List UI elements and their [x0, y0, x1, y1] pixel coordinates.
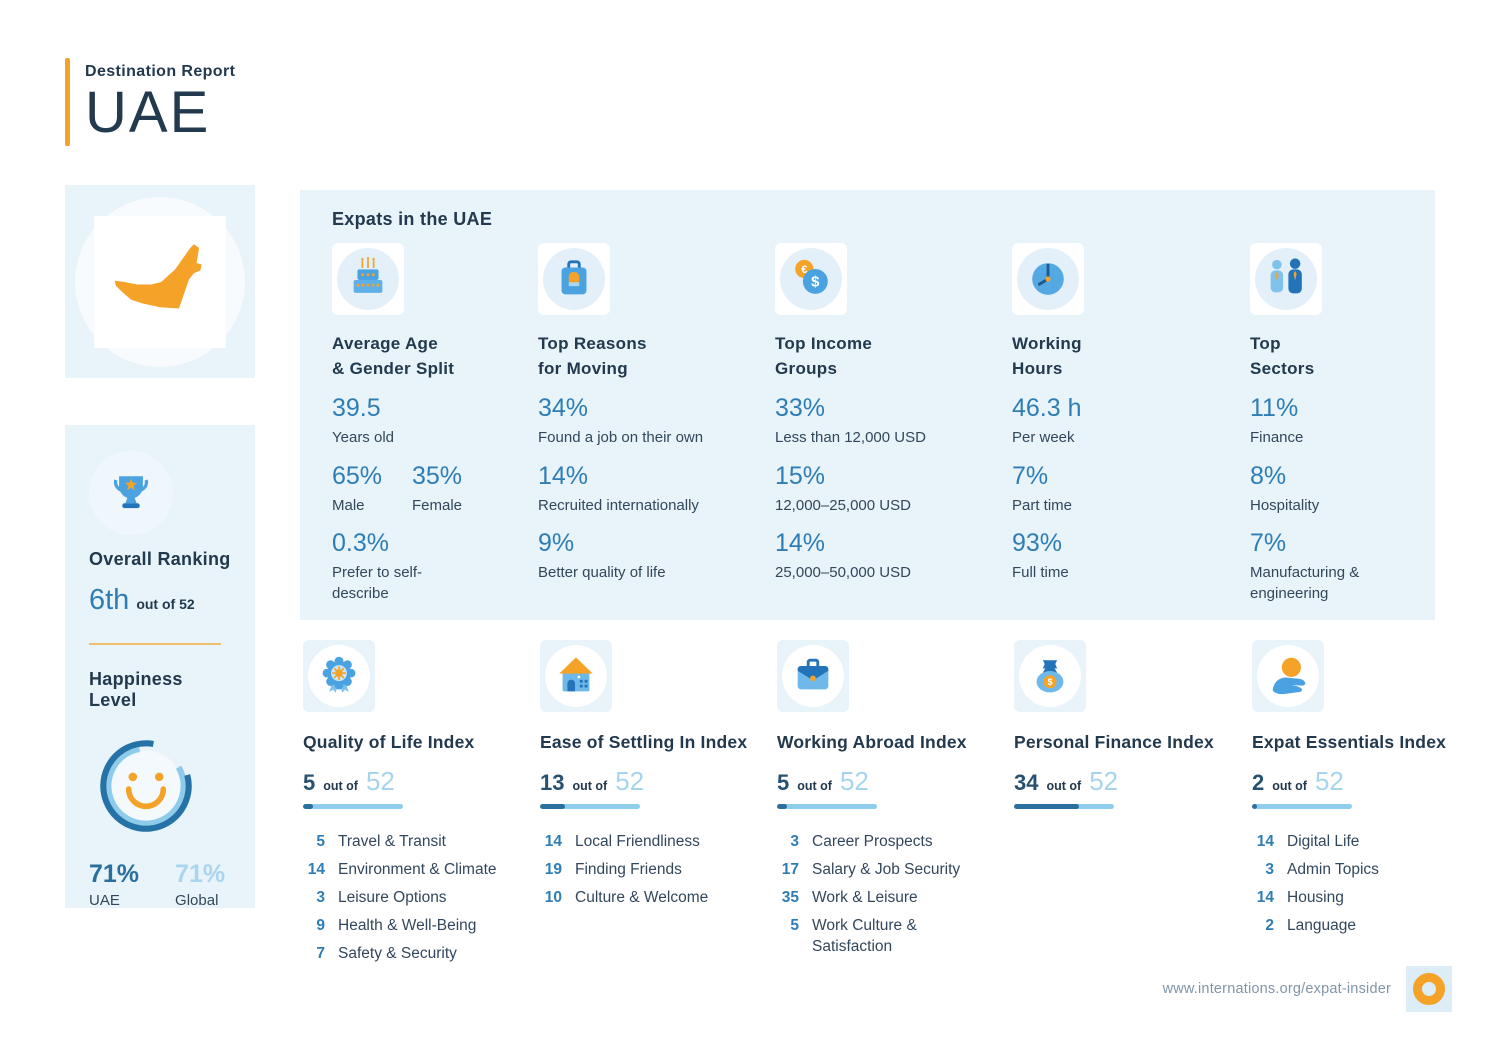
- stat-value: 15%: [775, 461, 826, 490]
- stat-label: 25,000–50,000 USD: [775, 563, 911, 581]
- stat-value: 14%: [538, 461, 589, 490]
- list-item: 17 Salary & Job Security: [781, 860, 961, 878]
- list-item: 9 Health & Well-Being: [316, 916, 477, 934]
- index-rank: 5: [777, 770, 790, 795]
- rank-bar-fill: [777, 804, 787, 809]
- overall-rank-outof: out of 52: [136, 596, 195, 612]
- donut-logo-icon: [1412, 972, 1446, 1006]
- list-item: 7 Safety & Security: [316, 944, 457, 962]
- list-item: 19 Finding Friends: [544, 860, 682, 878]
- index-expat-essentials: [1252, 640, 1473, 970]
- stat-label: Female: [412, 496, 463, 514]
- stat-label: Prefer to self-describe: [332, 563, 423, 603]
- expats-panel: [300, 190, 1435, 620]
- index-outof: out of: [323, 779, 358, 793]
- column-heading: for Moving: [538, 358, 628, 378]
- list-item: 35 Work & Leisure: [781, 888, 918, 906]
- divider: [89, 643, 221, 645]
- ranking-happiness-card: [65, 425, 255, 908]
- clock-icon: [1025, 256, 1071, 302]
- trophy-icon: [105, 467, 157, 519]
- stat-value: 93%: [1012, 528, 1063, 557]
- list-item: 2 Language: [1265, 916, 1356, 934]
- svg-text:$: $: [811, 274, 820, 291]
- index-rank: 13: [540, 770, 565, 795]
- stat-label: Part time: [1012, 496, 1073, 514]
- column-heading: Working: [1012, 334, 1082, 353]
- hand-coin-icon: [1265, 653, 1311, 699]
- uae-map-tile: [65, 185, 255, 378]
- stat-value: 7%: [1250, 528, 1287, 557]
- accent-bar: [65, 58, 70, 146]
- stat-value: 35%: [412, 461, 463, 490]
- two-people-icon: [1263, 256, 1309, 302]
- list-item: 3 Career Prospects: [790, 833, 933, 850]
- expats-col-income: [775, 243, 1012, 604]
- column-heading: Groups: [775, 358, 838, 378]
- rank-bar: [777, 804, 877, 809]
- stat-label: Recruited internationally: [538, 496, 699, 514]
- index-outof: out of: [1272, 779, 1307, 793]
- stat-label: Full time: [1012, 563, 1069, 581]
- stat-label: Better quality of life: [538, 563, 666, 581]
- expats-col-sectors: [1250, 243, 1435, 604]
- index-rank: 2: [1252, 770, 1265, 795]
- happiness-smiley-donut: [85, 725, 207, 847]
- stat-label: Less than 12,000 USD: [775, 429, 926, 447]
- rank-bar-fill: [540, 804, 565, 809]
- index-outof: out of: [797, 779, 832, 793]
- index-rank: 34: [1014, 770, 1039, 795]
- index-title: Ease of Settling In Index: [540, 732, 748, 752]
- stat-label: Hospitality: [1250, 496, 1320, 514]
- list-item: 10 Culture & Welcome: [544, 888, 709, 906]
- index-working-abroad: [777, 640, 1014, 970]
- index-total: 52: [839, 766, 869, 796]
- suitcase-icon: [551, 256, 597, 302]
- index-title: Personal Finance Index: [1014, 732, 1214, 752]
- list-item: 14 Housing: [1256, 888, 1344, 906]
- rank-bar-fill: [1014, 804, 1079, 809]
- report-kicker: Destination Report: [85, 63, 236, 80]
- overall-ranking-title: Overall Ranking: [89, 549, 231, 569]
- list-item: 14 Local Friendliness: [544, 833, 700, 850]
- birthday-cake-icon: [345, 256, 391, 302]
- index-total: 52: [365, 766, 395, 796]
- happiness-global-value: 71%: [175, 860, 226, 888]
- index-title: Expat Essentials Index: [1252, 732, 1447, 752]
- expats-col-age-gender: [332, 243, 538, 604]
- rank-bar: [1014, 804, 1114, 809]
- column-heading: Top Reasons: [538, 334, 647, 353]
- stat-label: Male: [332, 496, 365, 514]
- footer: [1163, 966, 1452, 1012]
- rank-bar: [540, 804, 640, 809]
- stat-value: 65%: [332, 461, 383, 490]
- happiness-title: Happiness Level: [89, 669, 183, 710]
- house-icon: [553, 653, 599, 699]
- stat-value: 46.3 h: [1012, 394, 1082, 423]
- rosette-badge-icon: [316, 653, 362, 699]
- list-item: 3 Admin Topics: [1265, 860, 1379, 878]
- list-item: 14 Digital Life: [1256, 833, 1360, 850]
- overall-rank-value: 6th: [89, 584, 130, 616]
- stat-label: Per week: [1012, 429, 1075, 447]
- column-heading: Hours: [1012, 358, 1063, 378]
- list-item: 5 Travel & Transit: [316, 833, 446, 850]
- index-sublist: [540, 831, 777, 908]
- expats-panel-title: Expats in the UAE: [332, 209, 493, 229]
- stat-value: 8%: [1250, 461, 1287, 490]
- index-quality-of-life: [303, 640, 540, 970]
- column-heading: & Gender Split: [332, 358, 455, 378]
- index-personal-finance: [1014, 640, 1252, 970]
- index-sublist: [303, 831, 540, 964]
- list-item: 3 Leisure Options: [316, 888, 447, 906]
- column-heading: Sectors: [1250, 358, 1315, 378]
- brand-header: [65, 58, 235, 146]
- uae-map-icon: [97, 219, 223, 345]
- expats-col-reasons: [538, 243, 775, 604]
- list-item: 5 Work Culture & Satisfaction: [790, 916, 917, 955]
- page-title: UAE: [85, 80, 211, 145]
- index-sublist: [777, 831, 1014, 957]
- column-heading: Average Age: [332, 334, 438, 353]
- money-bag-icon: [1027, 653, 1073, 699]
- expats-col-working-hours: [1012, 243, 1250, 604]
- index-total: 52: [615, 766, 645, 796]
- stat-value: 9%: [538, 528, 575, 557]
- svg-text:€: €: [801, 263, 808, 276]
- index-title: Working Abroad Index: [777, 732, 967, 752]
- svg-text:$: $: [1047, 677, 1053, 688]
- index-sublist: [1252, 831, 1473, 936]
- index-total: 52: [1314, 766, 1344, 796]
- internations-logo: [1406, 966, 1452, 1012]
- stat-value: 0.3%: [332, 528, 389, 557]
- index-rank: 5: [303, 770, 316, 795]
- stat-value: 39.5: [332, 394, 381, 423]
- column-heading: Top: [1250, 334, 1281, 353]
- rank-bar-fill: [1252, 804, 1257, 809]
- stat-label: Manufacturing & engineering: [1250, 563, 1360, 603]
- index-total: 52: [1089, 766, 1119, 796]
- rank-bar-fill: [303, 804, 313, 809]
- list-item: 14 Environment & Climate: [307, 860, 497, 878]
- happiness-uae-label: UAE: [89, 892, 120, 909]
- stat-label: Years old: [332, 429, 394, 447]
- index-title: Quality of Life Index: [303, 732, 475, 752]
- briefcase-icon: [790, 653, 836, 699]
- footer-url[interactable]: www.internations.org/expat-insider: [1162, 981, 1391, 997]
- stat-label: 12,000–25,000 USD: [775, 496, 911, 514]
- indices-row: [303, 640, 1473, 970]
- rank-bar: [1252, 804, 1352, 809]
- coins-icon: [788, 256, 834, 302]
- column-heading: Top Income: [775, 334, 873, 353]
- stat-value: 14%: [775, 528, 826, 557]
- happiness-uae-value: 71%: [89, 860, 140, 888]
- index-outof: out of: [1046, 779, 1082, 793]
- index-outof: out of: [572, 779, 608, 793]
- stat-value: 33%: [775, 394, 826, 423]
- stat-value: 11%: [1250, 394, 1299, 423]
- stat-value: 7%: [1012, 461, 1049, 490]
- stat-value: 34%: [538, 394, 589, 423]
- rank-bar: [303, 804, 403, 809]
- stat-label: Found a job on their own: [538, 429, 704, 447]
- index-ease-of-settling-in: [540, 640, 777, 970]
- happiness-global-label: Global: [175, 892, 219, 909]
- stat-label: Finance: [1250, 429, 1304, 447]
